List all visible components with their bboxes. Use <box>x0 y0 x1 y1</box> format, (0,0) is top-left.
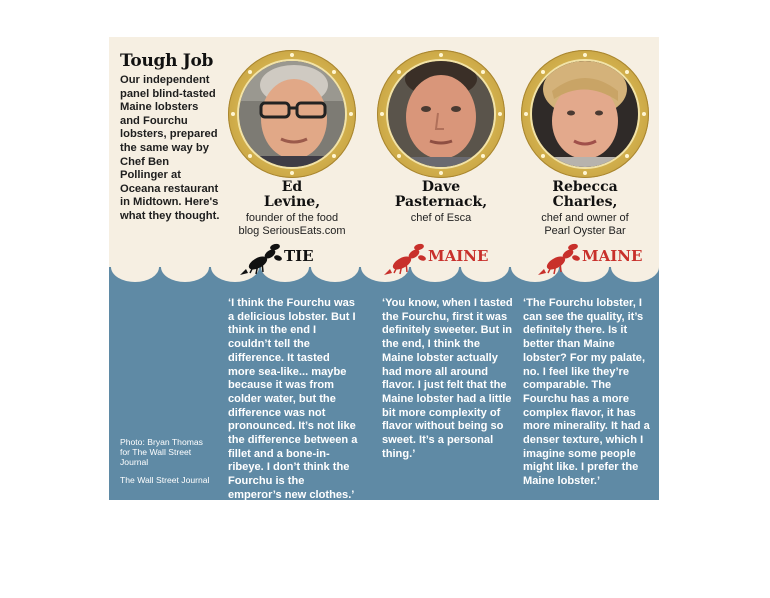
porthole-frame-rebecca-charles <box>521 50 649 178</box>
panelist-name-dave-pasternack: Dave Pasternack, <box>394 179 488 210</box>
panelist-name-rebecca-charles: Rebecca Charles, <box>552 179 618 210</box>
porthole-frame-ed-levine <box>228 50 356 178</box>
red-lobster-icon <box>538 243 580 277</box>
quote-dave-pasternack: ‘You know, when I tasted the Fourchu, first it was definitely sweeter. But in the end, I think the Maine lobster actually had more all around flavor. I just felt that the Maine lobster had a little bit more complexity of flavor without being so sweet. It’s a personal thing.’ <box>382 297 513 460</box>
quote-ed-levine: ‘I think the Fourchu was a delicious lobster. But I think in the end I couldn’t tell the difference. It tasted more sea-like... maybe because it was from colder water, but the difference was not pronounced. It’s not like the difference between a fillet and a bone-in-ribeye. I don’t think the Fourchu is the emperor’s new clothes.’ <box>228 297 358 500</box>
red-lobster-icon <box>384 243 426 277</box>
verdict-rebecca-charles: MAINE <box>538 243 648 277</box>
lobster-taste-test-graphic <box>109 37 659 500</box>
porthole-frame-dave-pasternack <box>377 50 505 178</box>
portrait-dave-pasternack <box>388 61 494 167</box>
verdict-dave-pasternack: MAINE <box>384 243 494 277</box>
photo-credit: Photo: Bryan Thomas for The Wall Street Journal <box>120 437 203 467</box>
source-line: The Wall Street Journal <box>120 475 210 485</box>
verdict-ed-levine: TIE <box>240 243 330 277</box>
portrait-ed-levine <box>239 61 345 167</box>
intro-text: Our independent panel blind-tasted Maine lobsters and Fourchu lobsters, prepared the same way by Chef Ben Pollinger at Oceana restaurant in Midtown. Here's what they thought. <box>120 74 220 222</box>
quote-rebecca-charles: ‘The Fourchu lobster, I can see the quality, it’s definitely there. Is it better than Maine lobster? For my palate, no. I feel like they’re comparable. The Fourchu has a more complex flavor, it has more minerality. It had a denser texture, which I imagine some people might like. I prefer the Maine lobster.’ <box>523 297 650 488</box>
panelist-role-rebecca-charles: chef and owner of Pearl Oyster Bar <box>541 212 629 237</box>
portrait-rebecca-charles <box>532 61 638 167</box>
panelist-name-ed-levine: Ed Levine, <box>263 179 321 210</box>
black-lobster-icon <box>240 243 282 277</box>
panelist-role-dave-pasternack: chef of Esca <box>410 212 472 224</box>
graphic-title: Tough Job <box>120 51 214 71</box>
panelist-role-ed-levine: founder of the food blog SeriousEats.com <box>238 212 346 237</box>
